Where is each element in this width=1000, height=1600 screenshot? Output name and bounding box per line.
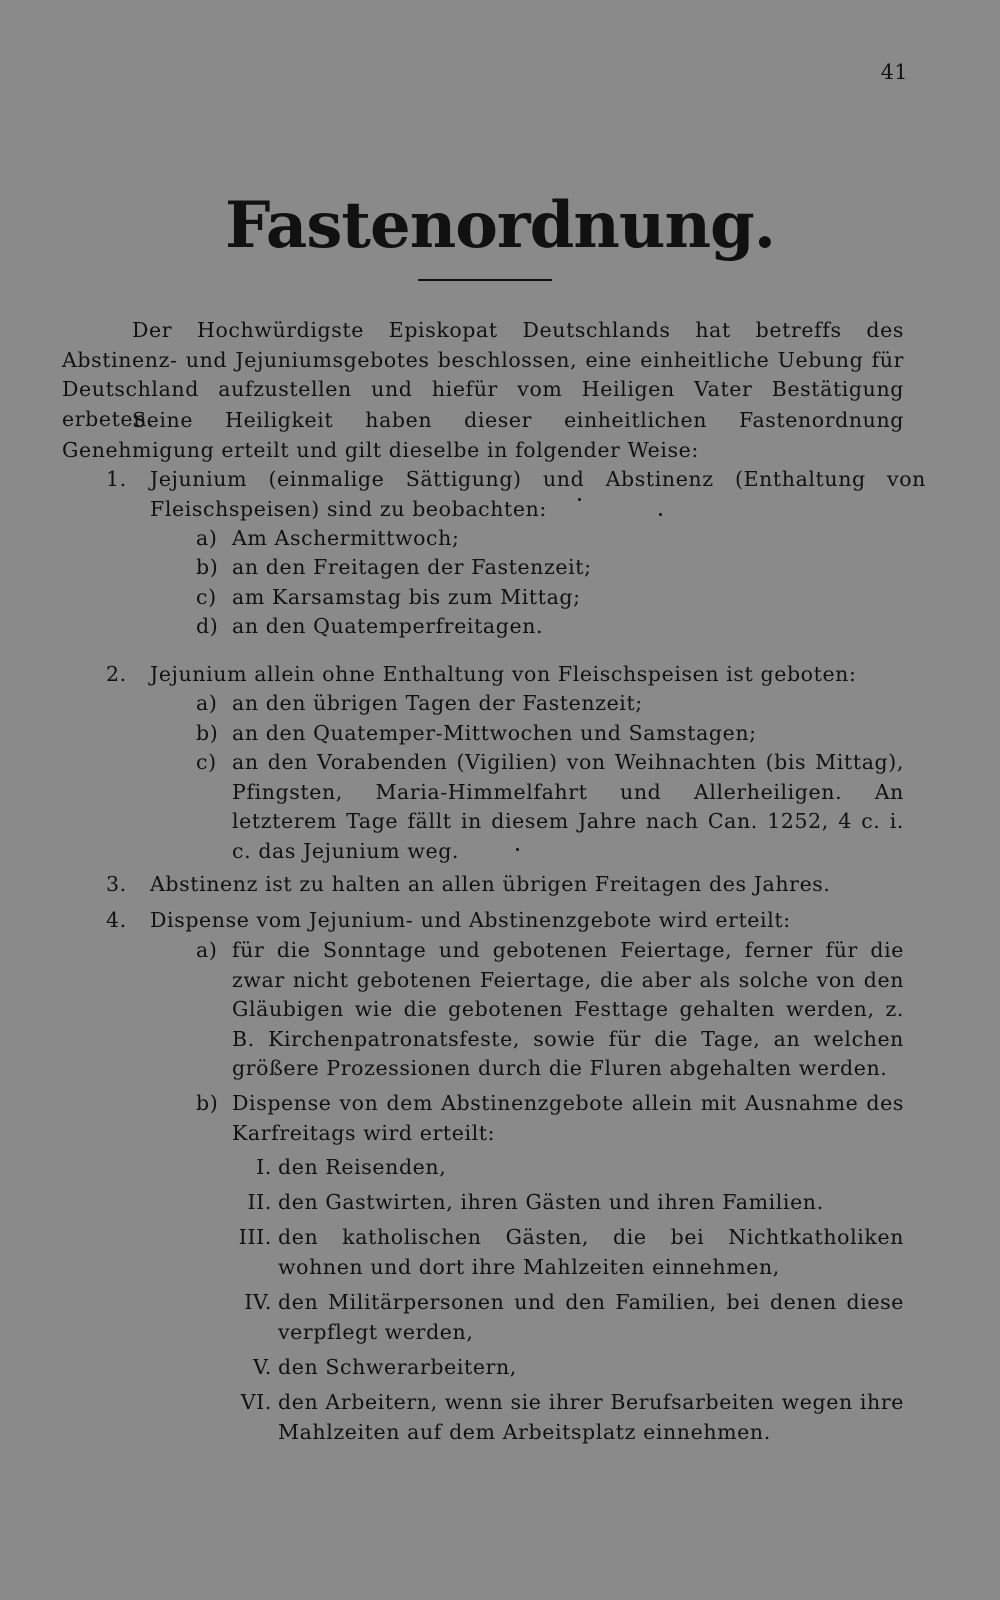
sub-item-text: an den Freitagen der Fastenzeit;: [232, 555, 592, 579]
sub-item: [196, 583, 904, 613]
print-speck: [516, 848, 519, 851]
roman-item-label: I.: [256, 1155, 272, 1179]
sub-item-label: d): [196, 614, 219, 638]
sub-item: [196, 1089, 904, 1148]
sub-item: [196, 553, 904, 583]
intro-paragraph-2: Seine Heiligkeit haben dieser einheitlichen Fastenordnung Genehmigung erteilt und gilt dieselbe in folgender Weise:: [62, 408, 904, 462]
list-item-number: 2.: [106, 662, 127, 686]
roman-item-label: III.: [238, 1225, 272, 1249]
roman-item: [222, 1223, 904, 1282]
list-item-4: [106, 906, 926, 936]
roman-item-text: den Arbeitern, wenn sie ihrer Berufsarbeiten wegen ihre Mahlzeiten auf dem Arbeitsplatz einnehmen.: [278, 1390, 904, 1444]
list-item-2: [106, 660, 926, 690]
list-item-text: Abstinenz ist zu halten an allen übrigen Freitagen des Jahres.: [150, 872, 831, 896]
roman-item: [222, 1288, 904, 1347]
list-item-3: [106, 870, 926, 900]
roman-item-text: den Militärpersonen und den Familien, bei denen diese verpflegt werden,: [278, 1290, 904, 1344]
sub-item-text: an den Quatemperfreitagen.: [232, 614, 544, 638]
roman-item-text: den Schwerarbeitern,: [278, 1355, 517, 1379]
sub-item-label: a): [196, 526, 218, 550]
sub-item: [196, 719, 904, 749]
sub-item: [196, 936, 904, 1084]
sub-item-label: b): [196, 721, 219, 745]
sub-item-text: Dispense von dem Abstinenzgebote allein mit Ausnahme des Karfreitags wird erteilt:: [232, 1091, 904, 1145]
list-item-1: [106, 465, 926, 524]
sub-item-label: b): [196, 1091, 219, 1115]
title-divider: [418, 279, 552, 281]
roman-item: [222, 1353, 904, 1383]
sub-item: [196, 612, 904, 642]
sub-item: [196, 748, 904, 866]
print-speck: [659, 513, 662, 516]
sub-item-label: c): [196, 750, 217, 774]
sub-item: [196, 524, 904, 554]
roman-item-text: den Gastwirten, ihren Gästen und ihren Familien.: [278, 1190, 824, 1214]
sub-item: [196, 689, 904, 719]
roman-item: [222, 1153, 904, 1183]
list-item-text: Jejunium allein ohne Enthaltung von Fleischspeisen ist geboten:: [150, 662, 857, 686]
roman-item: [222, 1188, 904, 1218]
roman-item-label: IV.: [244, 1290, 272, 1314]
list-item-text: Jejunium (einmalige Sättigung) und Abstinenz (Enthaltung von Fleischspeisen) sind zu beobachten:: [150, 467, 926, 521]
sub-item-label: a): [196, 938, 218, 962]
print-speck: [578, 498, 581, 501]
sub-item-text: an den Vorabenden (Vigilien) von Weihnachten (bis Mittag), Pfingsten, Maria-Himmelfahrt und Allerheiligen. An letzterem Tage fällt in diesem Jahre nach Can. 1252, 4 c. i. c. das Jejunium weg.: [232, 750, 904, 863]
sub-item-text: an den übrigen Tagen der Fastenzeit;: [232, 691, 643, 715]
roman-item-text: den katholischen Gästen, die bei Nichtkatholiken wohnen und dort ihre Mahlzeiten einnehmen,: [278, 1225, 904, 1279]
roman-item-label: II.: [247, 1190, 272, 1214]
intro-paragraph-1: Der Hochwürdigste Episkopat Deutschlands hat betreffs des Abstinenz- und Jejuniumsgebotes beschlossen, eine einheitliche Uebung für Deutschland aufzustellen und hiefür vom Heiligen Vater Bestätigung erbeten.: [62, 318, 904, 431]
sub-item-text: an den Quatemper-Mittwochen und Samstagen;: [232, 721, 757, 745]
list-item-number: 4.: [106, 908, 127, 932]
sub-item-label: c): [196, 585, 217, 609]
roman-item: [222, 1388, 904, 1447]
sub-item-text: am Karsamstag bis zum Mittag;: [232, 585, 581, 609]
list-item-number: 1.: [106, 467, 127, 491]
sub-item-label: a): [196, 691, 218, 715]
roman-item-label: V.: [253, 1355, 272, 1379]
roman-item-text: den Reisenden,: [278, 1155, 447, 1179]
roman-item-label: VI.: [240, 1390, 272, 1414]
list-item-text: Dispense vom Jejunium- und Abstinenzgebote wird erteilt:: [150, 908, 791, 932]
sub-item-text: für die Sonntage und gebotenen Feiertage, ferner für die zwar nicht gebotenen Feiertage, die aber als solche von den Gläubigen wie die gebotenen Festtage gehalten werden, z. B. Kirchenpatronatsfeste, sowie für die Tage, an welchen größere Prozessionen durch die Fluren abgehalten werden.: [232, 938, 904, 1080]
page-title: Fastenordnung.: [224, 188, 776, 263]
list-item-number: 3.: [106, 872, 127, 896]
sub-item-label: b): [196, 555, 219, 579]
sub-item-text: Am Aschermittwoch;: [232, 526, 460, 550]
page-number: 41: [880, 60, 908, 84]
